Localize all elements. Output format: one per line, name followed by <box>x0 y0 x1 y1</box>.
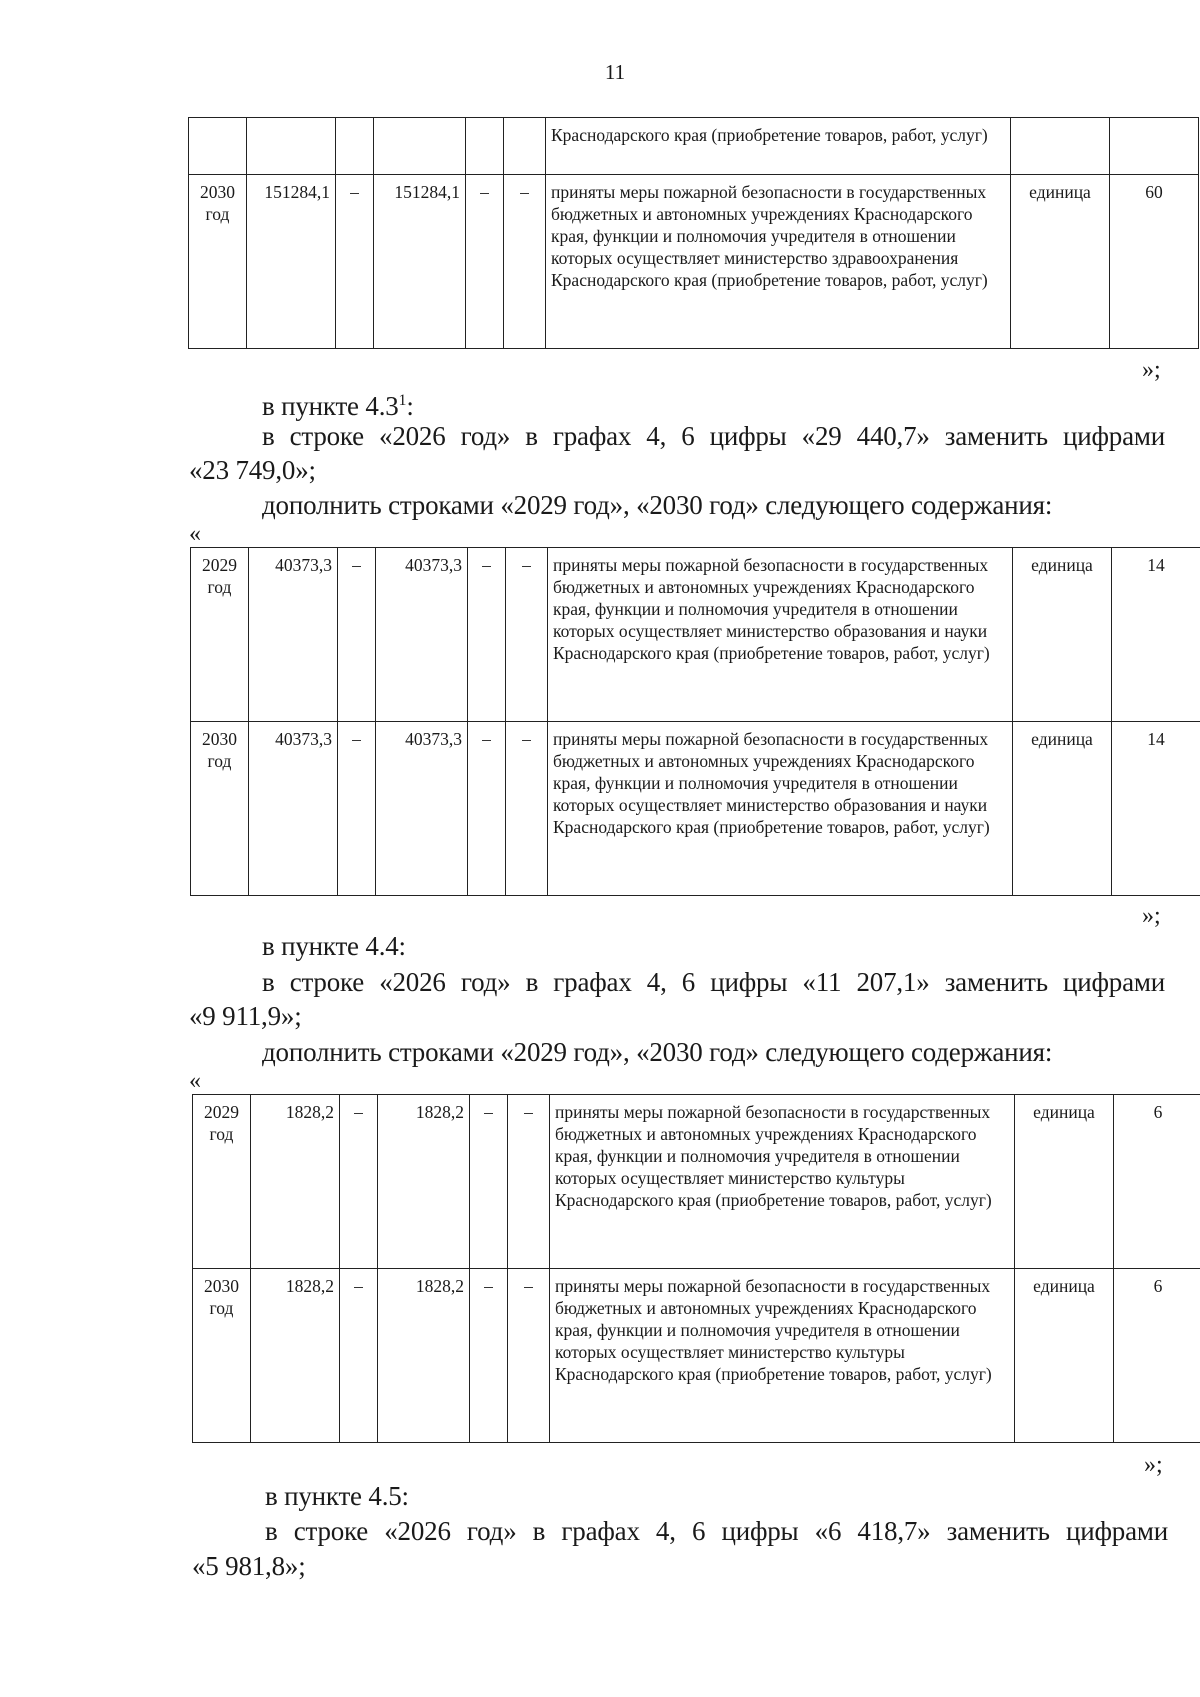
table-row <box>189 118 1199 175</box>
opening-quote: « <box>189 1068 201 1094</box>
cell-description: Краснодарского края (приобретение товаров, работ, услуг) <box>546 118 1011 175</box>
cell-description: приняты меры пожарной безопасности в государственных бюджетных и автономных учреждениях Краснодарского края, функции и полномочия учредителя в отношении которых осуществляет министерство культуры Краснодарского края (приобретение товаров, работ, услуг) <box>550 1095 1015 1269</box>
cell-value: 6 <box>1114 1095 1200 1269</box>
cell-year: 2029 год <box>191 548 249 722</box>
cell-year: 2029 год <box>193 1095 251 1269</box>
cell-description: приняты меры пожарной безопасности в государственных бюджетных и автономных учреждениях Краснодарского края, функции и полномочия учредителя в отношении которых осуществляет министерство образования и науки Краснодарского края (приобретение товаров, работ, услуг) <box>548 722 1013 896</box>
cell-col3: – <box>340 1269 378 1443</box>
cell-description: приняты меры пожарной безопасности в государственных бюджетных и автономных учреждениях Краснодарского края, функции и полномочия учредителя в отношении которых осуществляет министерство образования и науки Краснодарского края (приобретение товаров, работ, услуг) <box>548 548 1013 722</box>
table-row <box>193 1095 1200 1269</box>
closing-quote: »; <box>1142 903 1161 929</box>
cell-col3: – <box>338 548 376 722</box>
paragraph-line: «23 749,0»; <box>189 455 316 485</box>
cell-col5: – <box>468 722 506 896</box>
paragraph-line: дополнить строками «2029 год», «2030 год» следующего содержания: <box>262 1037 1053 1067</box>
cell-year <box>189 118 247 175</box>
table-top <box>188 117 1199 349</box>
section-heading-4-4: в пункте 4.4: <box>262 931 406 961</box>
cell-col3: – <box>340 1095 378 1269</box>
closing-quote: »; <box>1144 1452 1163 1478</box>
cell-col5: – <box>466 175 504 349</box>
cell-col6: – <box>506 548 548 722</box>
closing-quote: »; <box>1142 357 1161 383</box>
table-row <box>193 1269 1200 1443</box>
cell-col4: 1828,2 <box>378 1269 470 1443</box>
opening-quote: « <box>189 521 201 547</box>
cell-unit: единица <box>1013 548 1112 722</box>
page-number: 11 <box>604 60 626 84</box>
cell-col6 <box>504 118 546 175</box>
cell-col5: – <box>468 548 506 722</box>
cell-col4: 151284,1 <box>374 175 466 349</box>
cell-col6: – <box>504 175 546 349</box>
cell-year: 2030 год <box>193 1269 251 1443</box>
cell-col4: 40373,3 <box>376 548 468 722</box>
table-row <box>191 548 1200 722</box>
cell-col6: – <box>508 1095 550 1269</box>
cell-unit: единица <box>1013 722 1112 896</box>
section-heading-4-5: в пункте 4.5: <box>265 1481 409 1511</box>
cell-col3: – <box>336 175 374 349</box>
cell-total: 40373,3 <box>249 548 338 722</box>
heading-superscript: 1 <box>398 392 407 409</box>
cell-value: 6 <box>1114 1269 1200 1443</box>
cell-unit: единица <box>1015 1095 1114 1269</box>
cell-col6: – <box>508 1269 550 1443</box>
cell-description: приняты меры пожарной безопасности в государственных бюджетных и автономных учреждениях Краснодарского края, функции и полномочия учредителя в отношении которых осуществляет министерство культуры Краснодарского края (приобретение товаров, работ, услуг) <box>550 1269 1015 1443</box>
heading-colon: : <box>406 391 414 421</box>
cell-col4: 40373,3 <box>376 722 468 896</box>
cell-col4 <box>374 118 466 175</box>
table-section-4-3-1 <box>190 547 1200 896</box>
paragraph-line: «5 981,8»; <box>192 1551 306 1581</box>
table-row <box>189 175 1199 349</box>
paragraph-line: дополнить строками «2029 год», «2030 год» следующего содержания: <box>262 490 1053 520</box>
table-section-4-4 <box>192 1094 1200 1443</box>
cell-value: 60 <box>1110 175 1199 349</box>
cell-total: 151284,1 <box>247 175 336 349</box>
cell-col3: – <box>338 722 376 896</box>
cell-col4: 1828,2 <box>378 1095 470 1269</box>
cell-col5: – <box>470 1269 508 1443</box>
cell-year: 2030 год <box>191 722 249 896</box>
cell-total: 1828,2 <box>251 1269 340 1443</box>
paragraph-line: в строке «2026 год» в графах 4, 6 цифры «6 418,7» заменить цифрами <box>265 1516 1168 1546</box>
cell-total <box>247 118 336 175</box>
cell-year: 2030 год <box>189 175 247 349</box>
cell-value <box>1110 118 1199 175</box>
paragraph-line: в строке «2026 год» в графах 4, 6 цифры «29 440,7» заменить цифрами <box>262 421 1165 451</box>
table-row <box>191 722 1200 896</box>
cell-value: 14 <box>1112 548 1200 722</box>
cell-col6: – <box>506 722 548 896</box>
cell-unit: единица <box>1011 175 1110 349</box>
cell-unit <box>1011 118 1110 175</box>
cell-value: 14 <box>1112 722 1200 896</box>
cell-col3 <box>336 118 374 175</box>
section-heading-4-3-1 <box>262 385 414 422</box>
cell-total: 40373,3 <box>249 722 338 896</box>
heading-text: в пункте 4.3 <box>262 391 399 421</box>
cell-unit: единица <box>1015 1269 1114 1443</box>
cell-description: приняты меры пожарной безопасности в государственных бюджетных и автономных учреждениях Краснодарского края, функции и полномочия учредителя в отношении которых осуществляет министерство здравоохранения Краснодарского края (приобретение товаров, работ, услуг) <box>546 175 1011 349</box>
cell-col5 <box>466 118 504 175</box>
paragraph-line: в строке «2026 год» в графах 4, 6 цифры «11 207,1» заменить цифрами <box>262 967 1165 997</box>
cell-total: 1828,2 <box>251 1095 340 1269</box>
cell-col5: – <box>470 1095 508 1269</box>
paragraph-line: «9 911,9»; <box>189 1001 302 1031</box>
